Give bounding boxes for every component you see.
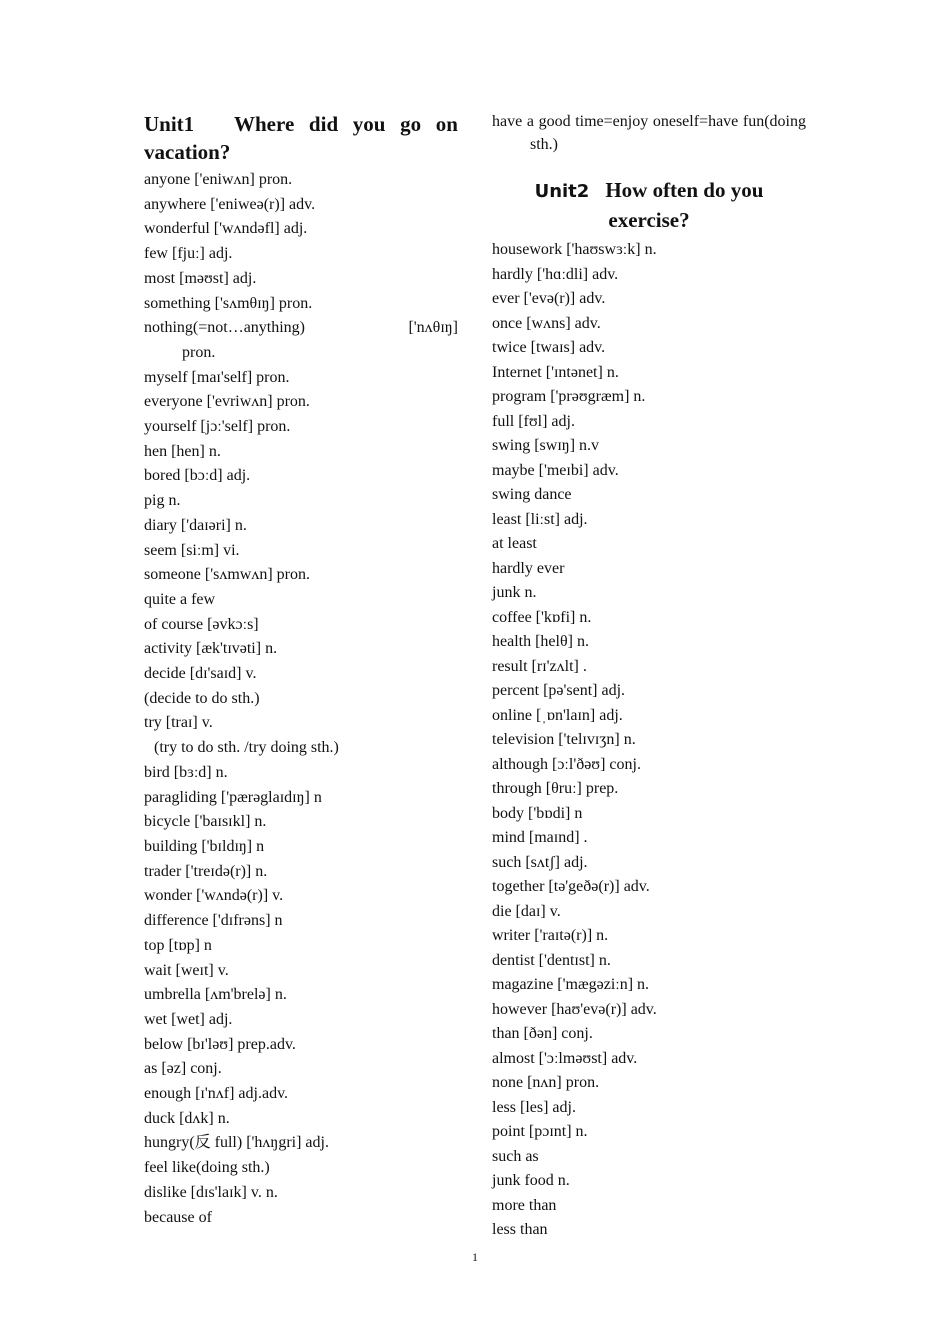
word-entry-nothing bbox=[144, 316, 458, 365]
word-entry: full [fʊl] adj. bbox=[492, 412, 575, 430]
word-entry: someone ['sʌmwʌn] pron. bbox=[144, 566, 310, 584]
word-entry: building ['bɪldɪŋ] n bbox=[144, 837, 265, 855]
word-entry: swing [swɪŋ] n.v bbox=[492, 437, 600, 454]
word-entry: dentist ['dentɪst] n. bbox=[492, 951, 611, 969]
word-entry: yourself [jɔː'self] pron. bbox=[144, 418, 291, 436]
word-entry: none [nʌn] pron. bbox=[492, 1074, 600, 1091]
word-entry: everyone ['evriwʌn] pron. bbox=[144, 393, 310, 411]
word-entry: than [ðən] conj. bbox=[492, 1025, 593, 1042]
word-entry: coffee ['kɒfi] n. bbox=[492, 608, 592, 626]
word-entry: paragliding ['pærəglaɪdɪŋ] n bbox=[144, 788, 322, 806]
word-entry: twice [twaɪs] adv. bbox=[492, 339, 606, 356]
word-entry: online [ˌɒn'laɪn] adj. bbox=[492, 706, 623, 724]
right-column bbox=[492, 110, 806, 1243]
word-entry: almost ['ɔːlməʊst] adv. bbox=[492, 1049, 638, 1067]
word-entry: dislike [dɪs'laɪk] v. n. bbox=[144, 1183, 278, 1201]
word-entry: wonder ['wʌndə(r)] v. bbox=[144, 887, 284, 905]
word-entry: below [bɪ'ləʊ] prep.adv. bbox=[144, 1035, 296, 1053]
word-entry: through [θruː] prep. bbox=[492, 780, 619, 797]
left-column bbox=[144, 110, 458, 1230]
word-entry: trader ['treɪdə(r)] n. bbox=[144, 862, 268, 880]
word-entry: umbrella [ʌm'brelə] n. bbox=[144, 986, 287, 1004]
word-entry: mind [maɪnd] . bbox=[492, 829, 588, 846]
word-entry: hardly ['hɑːdli] adv. bbox=[492, 265, 619, 283]
word-entry: result [rɪ'zʌlt] . bbox=[492, 657, 587, 675]
word-entry: together [tə'geðə(r)] adv. bbox=[492, 878, 650, 895]
word-entry: junk food n. bbox=[492, 1172, 570, 1189]
word-entry: junk n. bbox=[492, 584, 537, 601]
word-entry: bird [bɜːd] n. bbox=[144, 763, 228, 781]
word-entry: decide [dɪ'saɪd] v. bbox=[144, 665, 257, 683]
word-entry: television ['telɪvɪʒn] n. bbox=[492, 731, 636, 748]
unit1-word-list bbox=[144, 168, 458, 1230]
word-entry: magazine ['mægəziːn] n. bbox=[492, 976, 650, 993]
word-entry: quite a few bbox=[144, 590, 216, 608]
word-entry: although [ɔːl'ðəʊ] conj. bbox=[492, 755, 641, 773]
word-entry: diary ['daɪəri] n. bbox=[144, 516, 247, 534]
word-entry: maybe ['meɪbi] adv. bbox=[492, 461, 619, 479]
unit2-word-list bbox=[492, 238, 806, 1243]
word-entry: point [pɔɪnt] n. bbox=[492, 1123, 588, 1140]
page-number: 1 bbox=[472, 1250, 478, 1264]
word-pos: pron. bbox=[182, 343, 216, 361]
word-entry: seem [siːm] vi. bbox=[144, 541, 240, 559]
word-entry: pig n. bbox=[144, 492, 181, 510]
word-entry: (decide to do sth.) bbox=[144, 689, 260, 707]
word-entry: wait [weɪt] v. bbox=[144, 961, 229, 979]
word-entry: such [sʌtʃ] adj. bbox=[492, 853, 588, 871]
word-entry: swing dance bbox=[492, 486, 572, 503]
unit2-title bbox=[492, 176, 806, 234]
unit2-number: Unit2 bbox=[534, 181, 590, 202]
word-entry: less than bbox=[492, 1221, 548, 1238]
word-entry: die [daɪ] v. bbox=[492, 902, 561, 920]
word-entry: body ['bɒdi] n bbox=[492, 804, 583, 822]
word-entry: because of bbox=[144, 1208, 212, 1226]
word-entry: top [tɒp] n bbox=[144, 936, 212, 954]
word-entry: anyone ['eniwʌn] pron. bbox=[144, 171, 293, 188]
word-entry: more than bbox=[492, 1196, 557, 1214]
usage-note: (try to do sth. /try doing sth.) bbox=[154, 739, 339, 757]
word-entry: however [haʊ'evə(r)] adv. bbox=[492, 1000, 657, 1018]
word-entry: least [liːst] adj. bbox=[492, 510, 588, 528]
word-ipa: ['nʌθɪŋ] bbox=[408, 319, 458, 337]
word-head: nothing(=not…anything) bbox=[144, 319, 306, 337]
word-entry: anywhere ['eniweə(r)] adv. bbox=[144, 195, 316, 213]
phrase-note: have a good time=enjoy oneself=have fun(doing sth.) bbox=[492, 113, 806, 153]
word-entry: housework ['haʊswɜːk] n. bbox=[492, 241, 657, 258]
word-entry: wet [wet] adj. bbox=[144, 1010, 233, 1028]
word-entry: difference ['dɪfrəns] n bbox=[144, 912, 283, 930]
word-entry: as [əz] conj. bbox=[144, 1060, 222, 1078]
word-entry: feel like(doing sth.) bbox=[144, 1159, 270, 1177]
word-entry: such as bbox=[492, 1147, 539, 1165]
word-entry: duck [dʌk] n. bbox=[144, 1109, 230, 1127]
word-entry: Internet ['ɪntənet] n. bbox=[492, 363, 619, 381]
word-entry: health [helθ] n. bbox=[492, 633, 589, 650]
word-entry: writer ['raɪtə(r)] n. bbox=[492, 927, 609, 944]
word-entry: enough [ɪ'nʌf] adj.adv. bbox=[144, 1085, 289, 1103]
word-entry: bicycle ['baɪsɪkl] n. bbox=[144, 813, 267, 831]
unit2-heading-text: How often do you exercise? bbox=[605, 178, 764, 232]
word-entry: most [məʊst] adj. bbox=[144, 269, 257, 287]
word-entry: of course [əvkɔːs] bbox=[144, 615, 259, 633]
word-entry: at least bbox=[492, 535, 537, 552]
word-entry: wonderful ['wʌndəfl] adj. bbox=[144, 220, 308, 238]
word-entry: percent [pə'sent] adj. bbox=[492, 682, 626, 699]
word-entry: less [les] adj. bbox=[492, 1098, 576, 1116]
word-entry: activity [æk'tɪvəti] n. bbox=[144, 640, 278, 658]
word-entry: try [traɪ] v. bbox=[144, 714, 213, 732]
word-entry: bored [bɔːd] adj. bbox=[144, 467, 251, 485]
word-entry: something ['sʌmθɪŋ] pron. bbox=[144, 294, 313, 312]
word-entry: hardly ever bbox=[492, 559, 565, 577]
word-entry: ever ['evə(r)] adv. bbox=[492, 290, 606, 307]
unit1-title: Unit1 Where did you go on vacation? bbox=[144, 112, 458, 164]
word-entry: few [fjuː] adj. bbox=[144, 245, 233, 263]
word-entry: myself [maɪ'self] pron. bbox=[144, 368, 290, 386]
word-entry: program ['prəʊgræm] n. bbox=[492, 388, 646, 405]
word-entry: hen [hen] n. bbox=[144, 442, 221, 460]
word-entry: once [wʌns] adv. bbox=[492, 314, 601, 332]
word-entry: hungry(反 full) ['hʌŋgri] adj. bbox=[144, 1134, 329, 1152]
